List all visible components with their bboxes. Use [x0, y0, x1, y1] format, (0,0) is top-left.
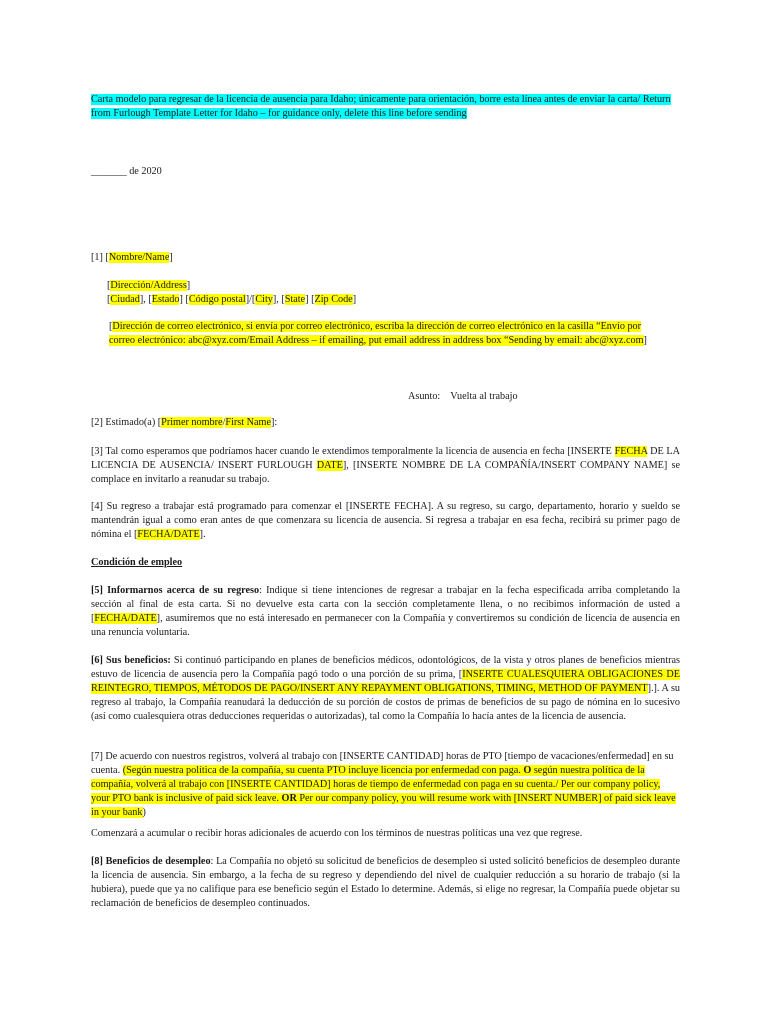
recipient-address — [107, 279, 667, 307]
city-field-en: City — [255, 294, 273, 305]
greeting: [2] Estimado(a) [Primer nombre/First Name]: — [91, 417, 278, 428]
email-field: Dirección de correo electrónico, si envía por correo electrónico, escriba la dirección de correo electrónico en la casilla “Envío por correo electrónico: abc@xyz.com/Email Address – if emailing, put email address in address box “Sending by email: abc@xyz.com — [109, 321, 644, 346]
address-line: [Dirección/Address] — [107, 280, 191, 291]
recipient-email: [Dirección de correo electrónico, si envía por correo electrónico, escriba la dirección de correo electrónico en la casilla “Envío por correo electrónico: abc@xyz.com/Email Address – if emailing, put email address in address box “Sending by email: abc@xyz.com] — [109, 321, 647, 346]
date-field: DATE — [316, 460, 343, 471]
paragraph-7b: Comenzará a acumular o recibir horas adicionales de acuerdo con los términos de nuestras políticas una vez que regrese. — [91, 828, 583, 839]
repayment-field: INSERTE CUALESQUIERA OBLIGACIONES DE REINTEGRO, TIEMPOS, MÉTODOS DE PAGO/INSERT ANY REPAYMENT OBLIGATIONS, TIMING, METHOD OF PAYMENT — [91, 669, 680, 694]
first-name-field-en: First Name — [225, 417, 271, 428]
date-line: _______ de 2020 — [91, 166, 162, 177]
address-field: Dirección/Address — [110, 280, 187, 291]
subject-line: Asunto: Vuelta al trabajo — [408, 391, 518, 402]
recipient-name-field: Nombre/Name — [108, 252, 170, 263]
first-name-field-es: Primer nombre — [161, 417, 223, 428]
payroll-date-field: FECHA/DATE — [137, 529, 200, 540]
guidance-highlight: Carta modelo para regresar de la licencia de ausencia para Idaho; únicamente para orientación, borre esta línea antes de enviar la carta/ Return from Furlough Template Letter for Idaho – for guidance only, delete this line before sending — [91, 94, 671, 119]
paragraph-6: [6] Sus beneficios: Si continuó participando en planes de beneficios médicos, odontológicos, de la vista y otros planes de beneficios mientras estuvo de licencia de ausencia pero la Compañía pagó todo o una porción de su prima, [INSERTE CUALESQUIERA OBLIGACIONES DE REINTEGRO, TIEMPOS, MÉTODOS DE PAGO/INSERT ANY REPAYMENT OBLIGATIONS, TIMING, METHOD OF PAYMENT].]. A su regreso al trabajo, la Compañía reanudará la deducción de su porción de costos de primas de beneficios de su pago de nómina en lo sucesivo (así como cualesquiera otras deducciones requeridas o autorizadas), tal como la Compañía lo hacía antes de la licencia de ausencia. — [91, 655, 680, 722]
city-line: [Ciudad], [Estado] [Código postal]/[City], [State] [Zip Code] — [107, 294, 357, 305]
guidance-line — [91, 93, 680, 121]
zip-field-es: Código postal — [188, 294, 246, 305]
recipient-name: [1] [Nombre/Name] — [91, 252, 173, 263]
section-title: Condición de empleo — [91, 557, 183, 568]
paragraph-5: [5] Informarnos acerca de su regreso: Indique si tiene intenciones de regresar a trabajar en la fecha especificada arriba completando la sección al final de esta carta. Si no devuelve esta carta con la sección completamente llena, o no recibimos información de usted a [FECHA/DATE], asumiremos que no está interesado en permanecer con la Compañía y convertiremos su condición de licencia de ausencia en una renuncia voluntaria. — [91, 585, 680, 638]
city-field-es: Ciudad — [110, 294, 140, 305]
pto-policy-highlight: (Según nuestra política de la compañía, su cuenta PTO incluye licencia por enfermedad con paga. O según nuestra política de la compañía, volverá al trabajo con [INSERTE CANTIDAD] horas de tiempo de enfermedad con paga en su cuenta./ Per our company policy, your PTO bank is inclusive of paid sick leave. OR Per our company policy, you will resume work with [INSERT NUMBER] of paid sick leave in your bank — [91, 765, 676, 818]
fecha-field: FECHA — [614, 446, 648, 457]
state-field-es: Estado — [151, 294, 180, 305]
paragraph-7: [7] De acuerdo con nuestros registros, volverá al trabajo con [INSERTE CANTIDAD] horas de PTO [tiempo de vacaciones/enfermedad] en su cuenta. (Según nuestra política de la compañía, su cuenta PTO incluye licencia por enfermedad con paga. O según nuestra política de la compañía, volverá al trabajo con [INSERTE CANTIDAD] horas de tiempo de enfermedad con paga en su cuenta./ Per our company policy, your PTO bank is inclusive of paid sick leave. OR Per our company policy, you will resume work with [INSERT NUMBER] of paid sick leave in your bank) — [91, 751, 676, 818]
paragraph-4: [4] Su regreso a trabajar está programado para comenzar el [INSERTE FECHA]. A su regreso, su cargo, departamento, horario y sueldo se mantendrán igual a como eran antes de que comenzara su licencia de ausencia. Si regresa a trabajar en esa fecha, recibirá su primer pago de nómina el [FECHA/DATE]. — [91, 501, 680, 540]
paragraph-3: [3] Tal como esperamos que podríamos hacer cuando le extendimos temporalmente la licencia de ausencia en fecha [INSERTE FECHA DE LA LICENCIA DE AUSENCIA/ INSERT FURLOUGH DATE], [INSERTE NOMBRE DE LA COMPAÑÍA/INSERT COMPANY NAME] se complace en invitarlo a reanudar su trabajo. — [91, 446, 680, 485]
state-field-en: State — [284, 294, 306, 305]
response-date-field: FECHA/DATE — [94, 613, 157, 624]
paragraph-8: [8] Beneficios de desempleo: La Compañía no objetó su solicitud de beneficios de desempleo si usted solicitó beneficios de desempleo durante la licencia de ausencia. Sin embargo, a la fecha de su regreso y dependiendo del nivel de cualquier reducción a su horario de trabajo (si la hubiera), puede que ya no califique para ese beneficio según el Estado lo determine. Además, si elige no regresar, la Compañía puede objetar su reclamación de beneficios de desempleo continuados. — [91, 856, 681, 909]
zip-field-en: Zip Code — [314, 294, 353, 305]
